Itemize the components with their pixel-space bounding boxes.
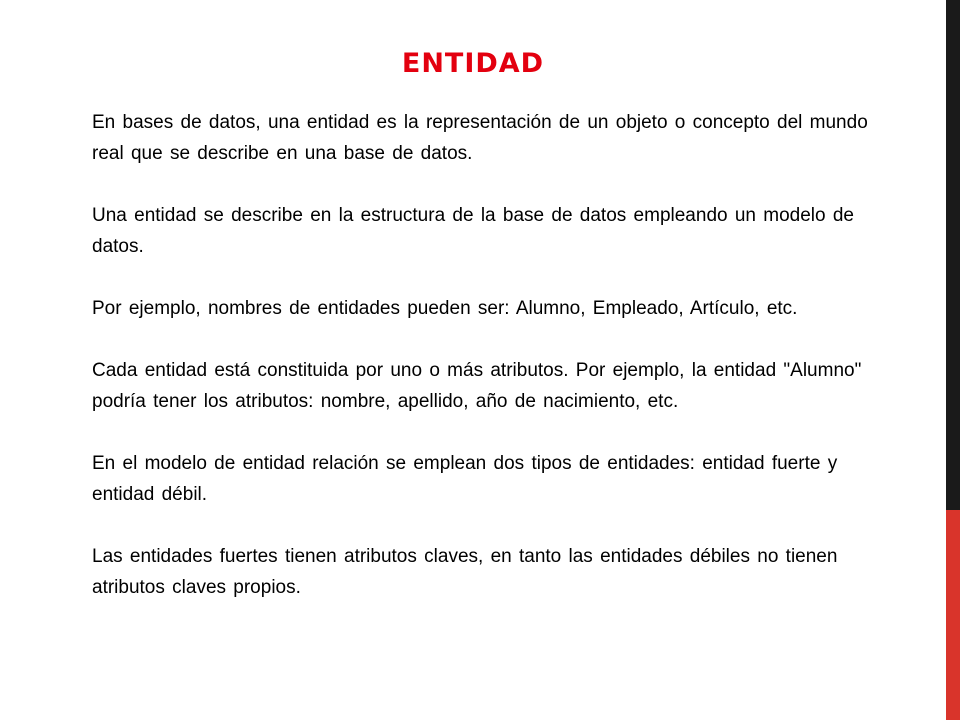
- slide-title: ENTIDAD: [401, 48, 545, 79]
- decorative-sidebar-dark: [946, 0, 960, 510]
- paragraph-structure: Una entidad se describe en la estructura de la base de datos empleando un modelo de datos.: [92, 205, 854, 257]
- paragraph-definition: En bases de datos, una entidad es la representación de un objeto o concepto del mundo real que se describe en una base de datos.: [92, 112, 868, 164]
- paragraph-entity-types: En el modelo de entidad relación se emplean dos tipos de entidades: entidad fuerte y entidad débil.: [92, 453, 838, 505]
- paragraph-attributes: Cada entidad está constituida por uno o más atributos. Por ejemplo, la entidad "Alumno" podría tener los atributos: nombre, apellido, año de nacimiento, etc.: [92, 360, 862, 412]
- paragraph-examples: Por ejemplo, nombres de entidades pueden ser: Alumno, Empleado, Artículo, etc.: [92, 298, 798, 319]
- slide-body: [92, 107, 882, 634]
- decorative-sidebar-accent: [946, 510, 960, 720]
- paragraph-strong-weak: Las entidades fuertes tienen atributos claves, en tanto las entidades débiles no tienen atributos claves propios.: [92, 546, 838, 598]
